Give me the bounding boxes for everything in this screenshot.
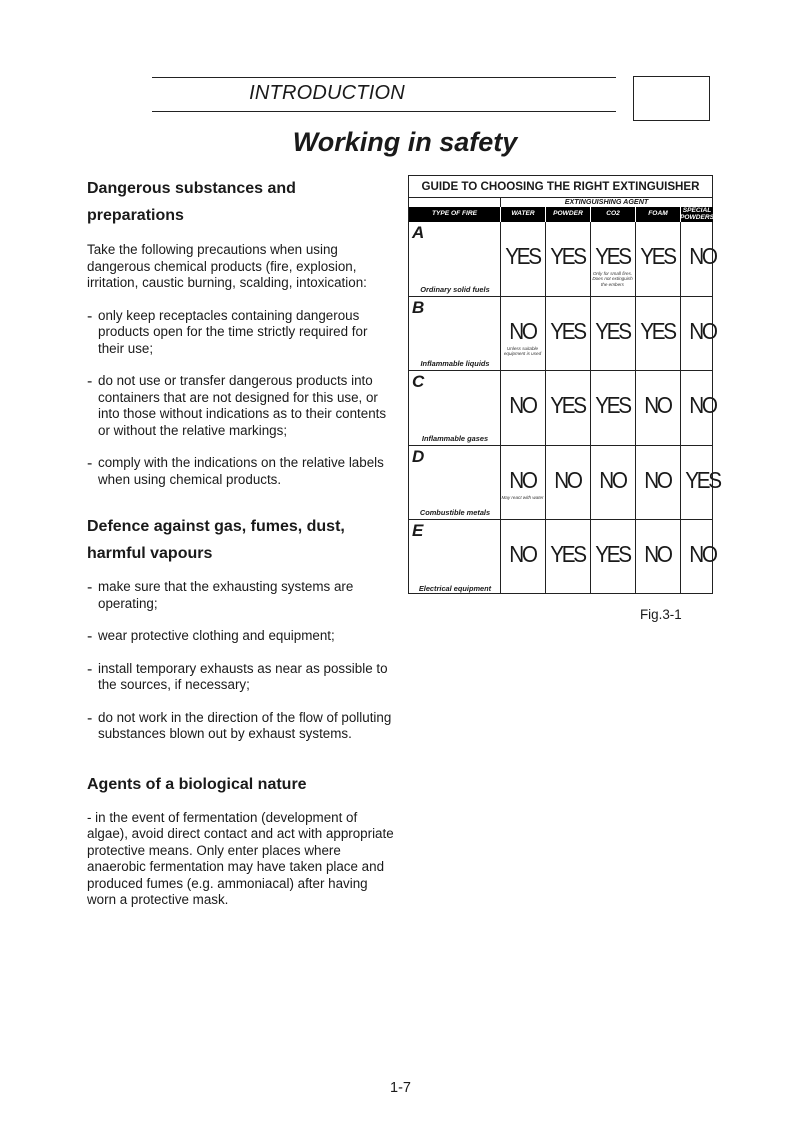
suitability-cell (680, 371, 725, 445)
suitability-cell (500, 520, 545, 595)
suitability-value: YES (595, 541, 630, 567)
page-title: Working in safety (292, 127, 518, 157)
defence-bullet-3: - install temporary exhausts as near as possible to the sources, if necessary; (87, 660, 388, 692)
suitability-note: Only for small fires. Does not extinguish the embers (592, 271, 633, 287)
suitability-value: NO (644, 466, 671, 493)
fire-type-row (409, 297, 716, 372)
suitability-cell (500, 371, 545, 445)
suitability-cell (635, 446, 680, 520)
fire-type-label: Ordinary solid fuels (420, 284, 490, 294)
suitability-cell (590, 520, 635, 595)
suitability-cell (590, 446, 635, 520)
suitability-note: May react with water (501, 494, 544, 500)
fire-type-row (409, 222, 716, 297)
type-of-fire-header: TYPE OF FIRE (409, 207, 500, 222)
suitability-value: NO (689, 541, 716, 567)
fire-type-label: Combustible metals (419, 508, 491, 517)
heading-biological-agents: Agents of a biological nature (87, 775, 307, 793)
suitability-value: NO (554, 466, 581, 493)
column-header: SPECIAL POWDERS (679, 207, 715, 221)
extinguisher-table-title: GUIDE TO CHOOSING THE RIGHT EXTINGUISHER (409, 176, 712, 198)
suitability-value: NO (644, 541, 671, 567)
column-header: POWDER (546, 207, 590, 222)
fire-class-letter: A (412, 223, 425, 242)
suitability-value: YES (550, 317, 585, 344)
suitability-cell (500, 297, 545, 371)
suitability-value: NO (689, 317, 716, 344)
dangerous-intro-paragraph: Take the following precautions when using dangerous chemical products (fire, explosion, irritation, caustic burning, scalding, intoxication: (87, 242, 367, 290)
suitability-value: YES (505, 243, 540, 269)
fire-class-letter: D (412, 446, 425, 466)
suitability-value: NO (509, 541, 536, 567)
suitability-value: YES (595, 243, 630, 269)
fire-type-row (409, 371, 716, 446)
suitability-value: YES (685, 466, 720, 493)
fire-type-row (409, 520, 716, 595)
suitability-value: NO (689, 392, 716, 418)
column-header: WATER (501, 207, 545, 222)
heading-dangerous-substances: Dangerous substances and preparations (87, 180, 296, 224)
suitability-cell (590, 297, 635, 371)
suitability-value: NO (644, 392, 671, 418)
heading-defence-gas-fumes: Defence against gas, fumes, dust, harmful vapours (87, 518, 345, 562)
suitability-cell (680, 222, 725, 296)
suitability-cell (680, 520, 725, 595)
defence-bullet-1: - make sure that the exhausting systems are operating; (87, 579, 354, 611)
figure-caption: Fig.3-1 (640, 607, 682, 622)
fire-type-label: Inflammable liquids (420, 359, 490, 368)
suitability-note: Unless suitable equipment is used (503, 345, 542, 356)
suitability-value: NO (509, 392, 536, 418)
fire-class-letter: B (412, 297, 425, 317)
header-top-rule (152, 77, 616, 78)
suitability-cell (680, 446, 725, 520)
suitability-value: NO (509, 466, 536, 493)
header-tab-box (633, 76, 710, 121)
suitability-cell (500, 446, 545, 520)
suitability-value: YES (640, 317, 675, 344)
dangerous-bullet-3: - comply with the indications on the relative labels when using chemical products. (87, 455, 384, 487)
dangerous-bullet-2: - do not use or transfer dangerous products into containers that are not designed for this use, or into those without indications as to their contents or without the relative markings; (87, 373, 387, 438)
suitability-cell (590, 222, 635, 296)
suitability-cell (545, 371, 590, 445)
suitability-cell (590, 371, 635, 445)
fire-class-letter: E (412, 521, 424, 540)
suitability-value: YES (640, 243, 675, 269)
suitability-value: NO (689, 243, 716, 269)
suitability-cell (500, 222, 545, 296)
suitability-cell (635, 371, 680, 445)
suitability-value: YES (550, 541, 585, 567)
suitability-cell (545, 446, 590, 520)
suitability-cell (545, 520, 590, 595)
suitability-value: YES (595, 392, 630, 418)
header-bottom-rule (152, 111, 616, 112)
suitability-value: YES (550, 243, 585, 269)
suitability-cell (545, 222, 590, 296)
suitability-value: YES (550, 392, 585, 418)
column-header: CO2 (591, 207, 635, 222)
suitability-value: NO (599, 466, 626, 493)
suitability-cell (635, 520, 680, 595)
section-header-title: INTRODUCTION (249, 82, 405, 104)
suitability-value: YES (595, 317, 630, 344)
suitability-value: NO (509, 317, 536, 344)
fire-type-row (409, 446, 720, 521)
suitability-cell (545, 297, 590, 371)
suitability-cell (635, 222, 680, 296)
fire-class-letter: C (412, 372, 425, 391)
left-column (87, 175, 397, 909)
extinguisher-guide-table (408, 175, 720, 594)
fire-type-label: Electrical equipment (418, 583, 492, 593)
dangerous-bullet-1: - only keep receptacles containing dangerous products open for the time strictly required for their use; (87, 307, 368, 356)
fire-type-label: Inflammable gases (421, 433, 489, 443)
column-header: FOAM (636, 207, 680, 222)
defence-bullet-2: - wear protective clothing and equipment; (87, 628, 335, 645)
biological-paragraph: - in the event of fermentation (development of algae), avoid direct contact and act with appropriate protective means. Only enter places where anaerobic fermentation may have taken place and produced fumes (e.g. ammoniacal) after having worn a protective mask. (87, 809, 394, 907)
page-number: 1-7 (390, 1080, 411, 1096)
defence-bullet-4: - do not work in the direction of the flow of polluting substances blown out by exhaust systems. (87, 709, 392, 741)
extinguishing-agent-header: EXTINGUISHING AGENT (500, 197, 712, 207)
suitability-cell (635, 297, 680, 371)
suitability-cell (680, 297, 725, 371)
